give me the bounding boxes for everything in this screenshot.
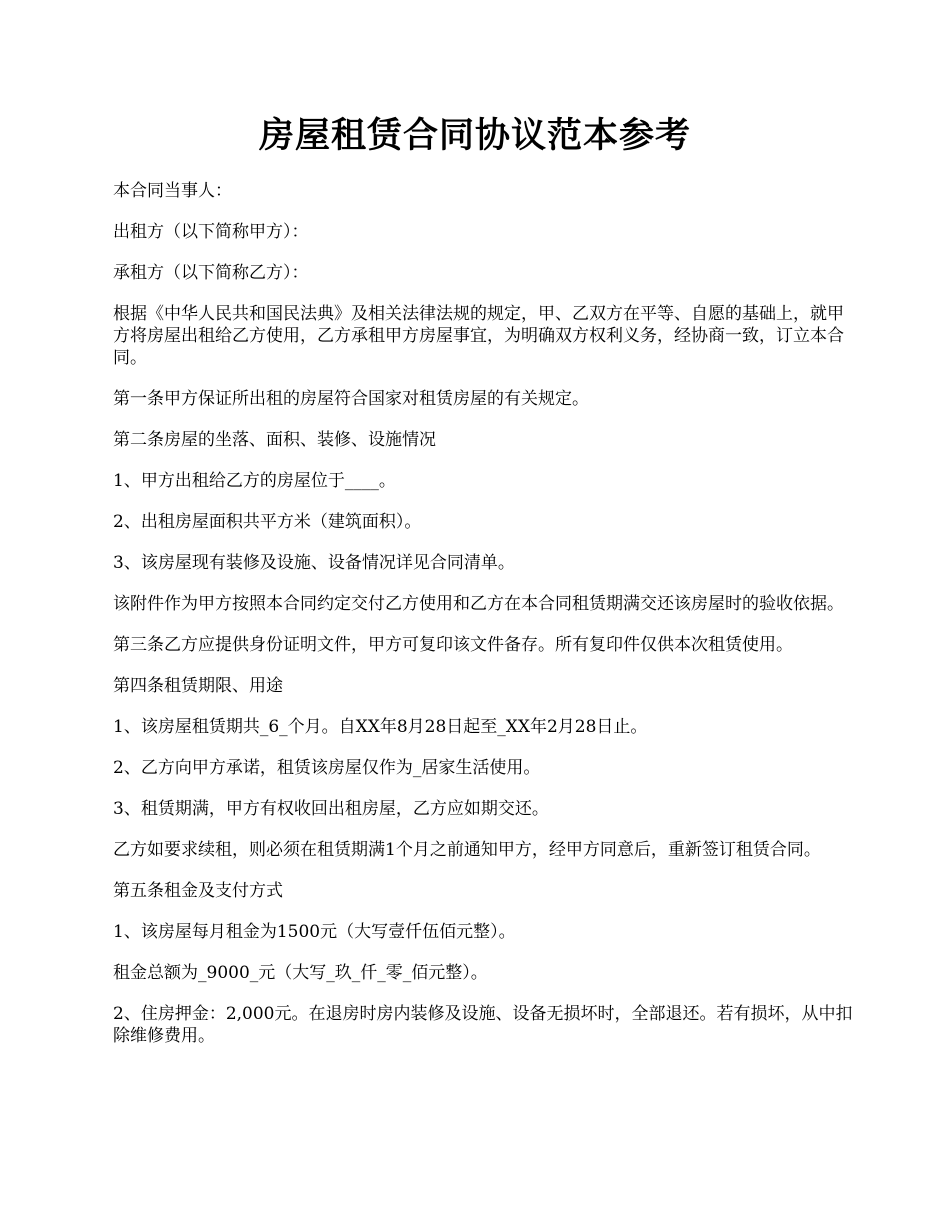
- paragraph-article-5-heading: 第五条租金及支付方式: [113, 881, 283, 901]
- paragraph-article-4-heading: 第四条租赁期限、用途: [113, 676, 283, 696]
- paragraph-parties-intro: 本合同当事人：: [113, 181, 232, 201]
- paragraph-lessor: 出租方（以下简称甲方）：: [113, 222, 309, 242]
- paragraph-article-4-item-2: 2、乙方向甲方承诺，租赁该房屋仅作为_居家生活使用。: [113, 758, 541, 778]
- paragraph-preamble: 根据《中华人民共和国民法典》及相关法律法规的规定，甲、乙双方在平等、自愿的基础上，就甲方将房屋出租给乙方使用，乙方承租甲方房屋事宜，为明确双方权利义务，经协商一致，订立本合同。: [113, 304, 844, 368]
- paragraph-article-5-item-1: 1、该房屋每月租金为1500元（大写壹仟伍佰元整）。: [113, 922, 516, 942]
- paragraph-article-2-item-2: 2、出租房屋面积共平方米（建筑面积）。: [113, 512, 422, 532]
- paragraph-article-2-item-1: 1、甲方出租给乙方的房屋位于____。: [113, 471, 396, 491]
- paragraph-rent-total: 租金总额为_9000_元（大写_玖_仟_零_佰元整）。: [113, 963, 488, 983]
- document-body: [113, 180, 858, 1066]
- paragraph-article-3: 第三条乙方应提供身份证明文件，甲方可复印该文件备存。所有复印件仅供本次租赁使用。: [113, 635, 793, 655]
- paragraph-article-2-item-3: 3、该房屋现有装修及设施、设备情况详见合同清单。: [113, 553, 515, 573]
- paragraph-article-4-item-1: 1、该房屋租赁期共_6_个月。自XX年8月28日起至_XX年2月28日止。: [113, 717, 648, 737]
- paragraph-article-4-item-3: 3、租赁期满，甲方有权收回出租房屋，乙方应如期交还。: [113, 799, 549, 819]
- paragraph-renewal: 乙方如要求续租，则必须在租赁期满1个月之前通知甲方，经甲方同意后，重新签订租赁合同。: [113, 840, 821, 860]
- document-title: 房屋租赁合同协议范本参考: [258, 115, 691, 156]
- paragraph-article-2-heading: 第二条房屋的坐落、面积、装修、设施情况: [113, 430, 436, 450]
- paragraph-attachment-note: 该附件作为甲方按照本合同约定交付乙方使用和乙方在本合同租赁期满交还该房屋时的验收依据。: [113, 594, 844, 614]
- paragraph-article-5-item-2: 2、住房押金：2,000元。在退房时房内装修及设施、设备无损坏时，全部退还。若有损坏，从中扣除维修费用。: [113, 1004, 853, 1046]
- paragraph-article-1: 第一条甲方保证所出租的房屋符合国家对租赁房屋的有关规定。: [113, 389, 589, 409]
- paragraph-lessee: 承租方（以下简称乙方）：: [113, 263, 309, 283]
